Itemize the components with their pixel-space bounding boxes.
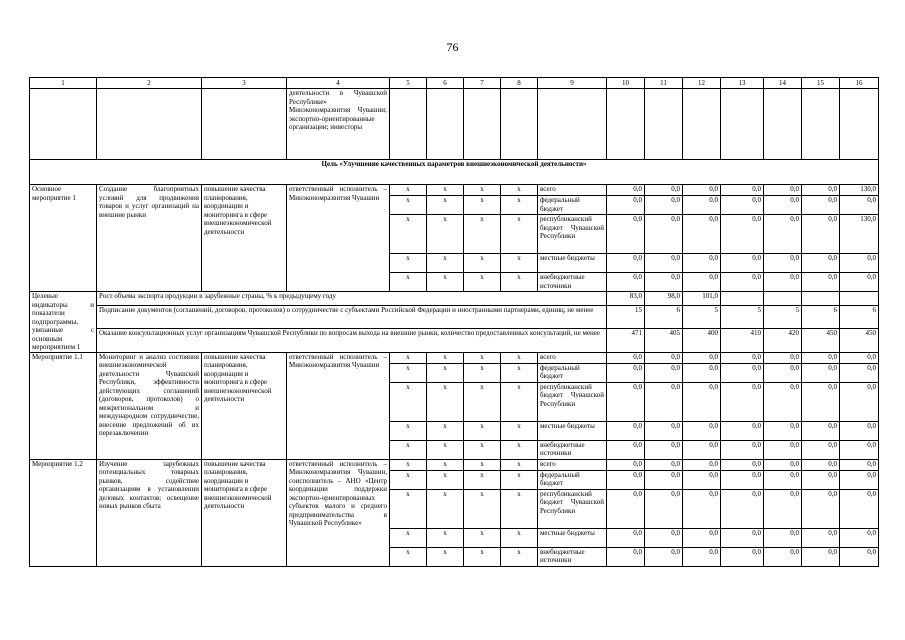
indicator-value: 420 bbox=[764, 329, 802, 352]
empty-cell bbox=[202, 89, 287, 160]
value-cell: 0,0 bbox=[721, 470, 764, 489]
value-cell: 0,0 bbox=[840, 489, 879, 528]
code-cell: x bbox=[427, 489, 464, 528]
value-cell: 0,0 bbox=[645, 215, 683, 254]
code-cell: x bbox=[501, 254, 538, 273]
value-cell: 0,0 bbox=[683, 440, 721, 459]
column-header: 13 bbox=[721, 78, 764, 89]
value-cell: 0,0 bbox=[840, 421, 879, 440]
event-goal: повышение качества планирования, координации и мониторинга в сфере внешнеэкономической деятельности bbox=[202, 459, 287, 566]
indicator-value bbox=[721, 292, 764, 306]
value-cell: 0,0 bbox=[645, 254, 683, 273]
empty-cell bbox=[683, 89, 721, 160]
column-header: 11 bbox=[645, 78, 683, 89]
value-cell: 0,0 bbox=[645, 489, 683, 528]
code-cell: x bbox=[390, 421, 427, 440]
value-cell: 0,0 bbox=[607, 440, 645, 459]
goal-title: Цель «Улучшение качественных параметров внешнеэкономической деятельности» bbox=[30, 160, 879, 185]
value-cell: 0,0 bbox=[802, 459, 840, 470]
code-cell: x bbox=[501, 382, 538, 421]
code-cell: x bbox=[390, 489, 427, 528]
value-cell: 0,0 bbox=[802, 254, 840, 273]
value-cell: 0,0 bbox=[683, 196, 721, 215]
value-cell: 0,0 bbox=[645, 185, 683, 196]
code-cell: x bbox=[427, 528, 464, 547]
code-cell: x bbox=[390, 470, 427, 489]
indicator-value: 6 bbox=[802, 305, 840, 328]
value-cell: 130,0 bbox=[840, 185, 879, 196]
indicator-value: 5 bbox=[683, 305, 721, 328]
value-cell: 0,0 bbox=[721, 459, 764, 470]
code-cell: x bbox=[464, 185, 501, 196]
value-cell: 0,0 bbox=[764, 440, 802, 459]
empty-cell bbox=[607, 89, 645, 160]
value-cell: 0,0 bbox=[721, 382, 764, 421]
code-cell: x bbox=[427, 459, 464, 470]
code-cell: x bbox=[390, 528, 427, 547]
value-cell: 0,0 bbox=[683, 352, 721, 363]
value-cell: 0,0 bbox=[683, 273, 721, 292]
code-cell: x bbox=[501, 421, 538, 440]
code-cell: x bbox=[427, 254, 464, 273]
value-cell: 0,0 bbox=[607, 363, 645, 382]
code-cell: x bbox=[501, 196, 538, 215]
code-cell: x bbox=[390, 363, 427, 382]
value-cell: 0,0 bbox=[764, 489, 802, 528]
column-header: 6 bbox=[427, 78, 464, 89]
code-cell: x bbox=[501, 215, 538, 254]
value-cell: 0,0 bbox=[764, 528, 802, 547]
indicator-value: 6 bbox=[840, 305, 879, 328]
funding-source: местные бюджеты bbox=[538, 528, 607, 547]
indicator-text: Рост объема экспорта продукции в зарубежные страны, % к предыдущему году bbox=[97, 292, 607, 306]
value-cell: 0,0 bbox=[764, 215, 802, 254]
indicator-row bbox=[30, 305, 879, 328]
value-cell: 0,0 bbox=[802, 363, 840, 382]
value-cell: 0,0 bbox=[645, 352, 683, 363]
value-cell: 0,0 bbox=[721, 528, 764, 547]
value-cell: 0,0 bbox=[840, 196, 879, 215]
code-cell: x bbox=[390, 215, 427, 254]
column-header: 12 bbox=[683, 78, 721, 89]
value-cell: 0,0 bbox=[802, 547, 840, 566]
value-cell: 0,0 bbox=[607, 273, 645, 292]
value-cell: 0,0 bbox=[721, 185, 764, 196]
value-cell: 0,0 bbox=[721, 489, 764, 528]
code-cell: x bbox=[390, 440, 427, 459]
column-header: 7 bbox=[464, 78, 501, 89]
responsible-cell: деятельности в Чувашской Республике» Минэкономразвития Чувашии; экспортно-ориентированные организации; инвесторы bbox=[287, 89, 390, 160]
event-responsible: ответственный исполнитель – Минэкономразвития Чувашии bbox=[287, 185, 390, 292]
value-cell: 0,0 bbox=[764, 363, 802, 382]
empty-cell bbox=[97, 89, 202, 160]
value-cell: 0,0 bbox=[607, 382, 645, 421]
event-goal: повышение качества планирования, координации и мониторинга в сфере внешнеэкономической деятельности bbox=[202, 185, 287, 292]
value-cell: 0,0 bbox=[683, 528, 721, 547]
column-header: 3 bbox=[202, 78, 287, 89]
value-cell: 0,0 bbox=[802, 273, 840, 292]
event-description: Мониторинг и анализ состояния внешнеэкономической деятельности Чувашской Республики, эффективности действующих соглашений (договоров, протоколов) о межрегиональном и международном сотрудничестве, внесение предложений об их перезаключении bbox=[97, 352, 202, 459]
indicator-value: 5 bbox=[764, 305, 802, 328]
value-cell: 0,0 bbox=[840, 352, 879, 363]
value-cell: 0,0 bbox=[645, 382, 683, 421]
empty-cell bbox=[721, 89, 764, 160]
value-cell: 0,0 bbox=[645, 547, 683, 566]
event-name: Мероприятие 1.2 bbox=[30, 459, 97, 566]
column-header: 2 bbox=[97, 78, 202, 89]
value-cell: 0,0 bbox=[802, 528, 840, 547]
empty-cell bbox=[501, 89, 538, 160]
code-cell: x bbox=[427, 352, 464, 363]
funding-source: всего bbox=[538, 459, 607, 470]
code-cell: x bbox=[501, 470, 538, 489]
empty-cell bbox=[802, 89, 840, 160]
value-cell: 0,0 bbox=[721, 363, 764, 382]
code-cell: x bbox=[427, 215, 464, 254]
value-cell: 0,0 bbox=[607, 528, 645, 547]
value-cell: 0,0 bbox=[607, 489, 645, 528]
code-cell: x bbox=[501, 489, 538, 528]
value-cell: 0,0 bbox=[840, 528, 879, 547]
value-cell: 0,0 bbox=[721, 352, 764, 363]
empty-cell bbox=[390, 89, 427, 160]
code-cell: x bbox=[390, 352, 427, 363]
value-cell: 0,0 bbox=[607, 185, 645, 196]
code-cell: x bbox=[464, 215, 501, 254]
empty-cell bbox=[464, 89, 501, 160]
value-cell: 0,0 bbox=[764, 470, 802, 489]
value-cell: 0,0 bbox=[721, 547, 764, 566]
funding-source: республиканский бюджет Чувашской Республики bbox=[538, 489, 607, 528]
value-cell: 0,0 bbox=[802, 440, 840, 459]
indicator-row bbox=[30, 329, 879, 352]
value-cell: 0,0 bbox=[840, 459, 879, 470]
value-cell: 0,0 bbox=[721, 421, 764, 440]
code-cell: x bbox=[501, 528, 538, 547]
value-cell: 0,0 bbox=[764, 273, 802, 292]
value-cell: 0,0 bbox=[764, 421, 802, 440]
indicator-value: 5 bbox=[721, 305, 764, 328]
value-cell: 0,0 bbox=[683, 459, 721, 470]
indicator-value: 400 bbox=[683, 329, 721, 352]
value-cell: 0,0 bbox=[840, 254, 879, 273]
value-cell: 0,0 bbox=[645, 421, 683, 440]
empty-cell bbox=[840, 89, 879, 160]
code-cell: x bbox=[427, 382, 464, 421]
funding-source: республиканский бюджет Чувашской Республики bbox=[538, 215, 607, 254]
value-cell: 0,0 bbox=[802, 421, 840, 440]
funding-source: федеральный бюджет bbox=[538, 363, 607, 382]
column-header: 1 bbox=[30, 78, 97, 89]
value-cell: 0,0 bbox=[607, 215, 645, 254]
indicator-value: 98,0 bbox=[645, 292, 683, 306]
program-table bbox=[29, 77, 879, 567]
code-cell: x bbox=[390, 196, 427, 215]
code-cell: x bbox=[390, 254, 427, 273]
funding-source: местные бюджеты bbox=[538, 421, 607, 440]
value-cell: 0,0 bbox=[645, 470, 683, 489]
indicator-value bbox=[802, 292, 840, 306]
indicator-value bbox=[840, 292, 879, 306]
value-cell: 0,0 bbox=[683, 489, 721, 528]
code-cell: x bbox=[427, 185, 464, 196]
value-cell: 0,0 bbox=[764, 352, 802, 363]
event-1-2-row bbox=[30, 459, 879, 470]
code-cell: x bbox=[390, 185, 427, 196]
funding-source: федеральный бюджет bbox=[538, 470, 607, 489]
code-cell: x bbox=[390, 382, 427, 421]
code-cell: x bbox=[390, 547, 427, 566]
code-cell: x bbox=[464, 352, 501, 363]
code-cell: x bbox=[464, 528, 501, 547]
empty-cell bbox=[645, 89, 683, 160]
code-cell: x bbox=[427, 363, 464, 382]
empty-cell bbox=[764, 89, 802, 160]
indicator-value: 405 bbox=[645, 329, 683, 352]
code-cell: x bbox=[464, 489, 501, 528]
value-cell: 0,0 bbox=[721, 215, 764, 254]
value-cell: 0,0 bbox=[683, 421, 721, 440]
value-cell: 0,0 bbox=[802, 352, 840, 363]
event-responsible: ответственный исполнитель – Минэкономразвития Чувашии bbox=[287, 352, 390, 459]
value-cell: 0,0 bbox=[607, 547, 645, 566]
funding-source: республиканский бюджет Чувашской Республики bbox=[538, 382, 607, 421]
code-cell: x bbox=[464, 547, 501, 566]
value-cell: 0,0 bbox=[802, 382, 840, 421]
code-cell: x bbox=[501, 185, 538, 196]
funding-source: всего bbox=[538, 352, 607, 363]
code-cell: x bbox=[464, 273, 501, 292]
value-cell: 0,0 bbox=[721, 254, 764, 273]
value-cell: 0,0 bbox=[764, 382, 802, 421]
indicator-row bbox=[30, 292, 879, 306]
value-cell: 0,0 bbox=[802, 470, 840, 489]
value-cell: 0,0 bbox=[645, 528, 683, 547]
value-cell: 0,0 bbox=[764, 254, 802, 273]
value-cell: 0,0 bbox=[645, 363, 683, 382]
empty-cell bbox=[427, 89, 464, 160]
value-cell: 0,0 bbox=[840, 547, 879, 566]
value-cell: 0,0 bbox=[683, 185, 721, 196]
value-cell: 0,0 bbox=[645, 196, 683, 215]
event-1-1-row bbox=[30, 352, 879, 363]
event-goal: повышение качества планирования, координации и мониторинга в сфере внешнеэкономической деятельности bbox=[202, 352, 287, 459]
column-header: 8 bbox=[501, 78, 538, 89]
value-cell: 0,0 bbox=[683, 470, 721, 489]
value-cell: 0,0 bbox=[840, 382, 879, 421]
code-cell: x bbox=[464, 470, 501, 489]
code-cell: x bbox=[464, 382, 501, 421]
continuation-row bbox=[30, 89, 879, 160]
indicator-value: 101,0 bbox=[683, 292, 721, 306]
value-cell: 130,0 bbox=[840, 215, 879, 254]
event-description: Изучение зарубежных потенциальных товарных рынков, содействие организациям в установлении деловых контактов; освещение новых рынков сбыта bbox=[97, 459, 202, 566]
value-cell: 0,0 bbox=[645, 440, 683, 459]
value-cell: 0,0 bbox=[683, 547, 721, 566]
funding-source: внебюджетные источники bbox=[538, 273, 607, 292]
code-cell: x bbox=[464, 363, 501, 382]
value-cell: 0,0 bbox=[802, 185, 840, 196]
value-cell: 0,0 bbox=[840, 273, 879, 292]
empty-cell bbox=[538, 89, 607, 160]
indicator-value: 471 bbox=[607, 329, 645, 352]
code-cell: x bbox=[501, 352, 538, 363]
value-cell: 0,0 bbox=[802, 489, 840, 528]
funding-source: федеральный бюджет bbox=[538, 196, 607, 215]
value-cell: 0,0 bbox=[607, 470, 645, 489]
indicator-value: 6 bbox=[645, 305, 683, 328]
value-cell: 0,0 bbox=[645, 459, 683, 470]
code-cell: x bbox=[427, 196, 464, 215]
value-cell: 0,0 bbox=[683, 382, 721, 421]
code-cell: x bbox=[464, 440, 501, 459]
value-cell: 0,0 bbox=[645, 273, 683, 292]
value-cell: 0,0 bbox=[764, 196, 802, 215]
event-name: Мероприятие 1.1 bbox=[30, 352, 97, 459]
code-cell: x bbox=[464, 254, 501, 273]
value-cell: 0,0 bbox=[683, 215, 721, 254]
value-cell: 0,0 bbox=[802, 215, 840, 254]
funding-source: всего bbox=[538, 185, 607, 196]
column-header: 10 bbox=[607, 78, 645, 89]
indicator-value bbox=[764, 292, 802, 306]
goal-row bbox=[30, 160, 879, 185]
value-cell: 0,0 bbox=[607, 352, 645, 363]
code-cell: x bbox=[464, 196, 501, 215]
code-cell: x bbox=[390, 459, 427, 470]
code-cell: x bbox=[427, 421, 464, 440]
funding-source: местные бюджеты bbox=[538, 254, 607, 273]
column-header: 14 bbox=[764, 78, 802, 89]
value-cell: 0,0 bbox=[764, 547, 802, 566]
value-cell: 0,0 bbox=[607, 459, 645, 470]
value-cell: 0,0 bbox=[607, 254, 645, 273]
header-row bbox=[30, 78, 879, 89]
empty-cell bbox=[30, 89, 97, 160]
code-cell: x bbox=[501, 273, 538, 292]
code-cell: x bbox=[464, 421, 501, 440]
event-responsible: ответственный исполнитель – Минэкономразвития Чувашии, соисполнитель – АНО «Центр координации поддержки экспортно-ориентированных субъектов малого и среднего предпринимательства в Чувашской Республике» bbox=[287, 459, 390, 566]
indicator-value: 450 bbox=[802, 329, 840, 352]
column-header: 4 bbox=[287, 78, 390, 89]
indicator-value: 15 bbox=[607, 305, 645, 328]
value-cell: 0,0 bbox=[764, 185, 802, 196]
event-description: Создание благоприятных условий для продвижения товаров и услуг организаций на внешние рынки bbox=[97, 185, 202, 292]
indicators-label: Целевые индикаторы и показатели подпрограммы, увязанные с основным мероприятием 1 bbox=[30, 292, 97, 353]
value-cell: 0,0 bbox=[683, 254, 721, 273]
indicator-value: 450 bbox=[840, 329, 879, 352]
event-name: Основное мероприятие 1 bbox=[30, 185, 97, 292]
value-cell: 0,0 bbox=[721, 440, 764, 459]
code-cell: x bbox=[390, 273, 427, 292]
code-cell: x bbox=[427, 470, 464, 489]
funding-source: внебюджетные источники bbox=[538, 440, 607, 459]
value-cell: 0,0 bbox=[764, 459, 802, 470]
code-cell: x bbox=[427, 547, 464, 566]
value-cell: 0,0 bbox=[607, 421, 645, 440]
value-cell: 0,0 bbox=[840, 470, 879, 489]
funding-source: внебюджетные источники bbox=[538, 547, 607, 566]
main-event-row bbox=[30, 185, 879, 196]
code-cell: x bbox=[501, 547, 538, 566]
code-cell: x bbox=[501, 440, 538, 459]
column-header: 5 bbox=[390, 78, 427, 89]
code-cell: x bbox=[464, 459, 501, 470]
value-cell: 0,0 bbox=[683, 363, 721, 382]
indicator-text: Оказание консультационных услуг организациям Чувашской Республики по вопросам выхода на внешние рынки, количество предоставленных консультаций, не менее bbox=[97, 329, 607, 352]
code-cell: x bbox=[501, 459, 538, 470]
value-cell: 0,0 bbox=[721, 273, 764, 292]
code-cell: x bbox=[427, 273, 464, 292]
column-header: 9 bbox=[538, 78, 607, 89]
value-cell: 0,0 bbox=[840, 440, 879, 459]
value-cell: 0,0 bbox=[802, 196, 840, 215]
indicator-value: 410 bbox=[721, 329, 764, 352]
page-number: 76 bbox=[446, 40, 459, 54]
code-cell: x bbox=[501, 363, 538, 382]
value-cell: 0,0 bbox=[840, 363, 879, 382]
column-header: 16 bbox=[840, 78, 879, 89]
value-cell: 0,0 bbox=[721, 196, 764, 215]
code-cell: x bbox=[427, 440, 464, 459]
column-header: 15 bbox=[802, 78, 840, 89]
indicator-text: Подписание документов (соглашений, договоров, протоколов) о сотрудничестве с субъектами Российской Федерации и иностранными партнерами, единиц, не менее bbox=[97, 305, 607, 328]
value-cell: 0,0 bbox=[607, 196, 645, 215]
indicator-value: 83,0 bbox=[607, 292, 645, 306]
